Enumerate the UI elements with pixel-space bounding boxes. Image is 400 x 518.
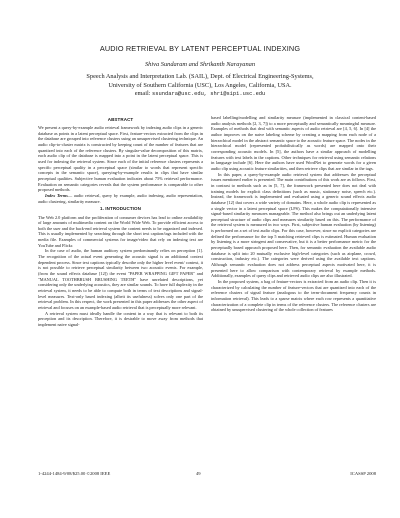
abstract-text: We present a query-by-example audio retrieval framework by indexing audio clips in a generic database as points in a latent perceptual space. First, feature-vectors extracted from the clips in the database are grouped into reference clusters using an unsupervised clustering technique. An audio clip-to-cluster matrix is constructed by keeping count of the number of features that are quantized into each of the reference clusters. By singular-value decomposition of this matrix, each audio clip of the database is mapped into a point in the latent perceptual space. This is used for indexing the retrieval system. Since each of the initial reference clusters represents a specific perceptual quality in a perceptual space (similar to words that represent specific concepts in the semantic space), querying-by-example results in clips that have similar perceptual qualities. Subjective human evaluation indicates about 75% retrieval performance. Evaluation on semantic categories reveals that the system performance is comparable to other proposed methods.	[38, 125, 203, 193]
affiliation-line-1: Speech Analysis and Interpretation Lab. (SAIL), Dept. of Electrical Engineering-Systems,	[86, 73, 314, 80]
affiliation-block	[0, 73, 400, 99]
footer-copyright: 1-4244-1484-9/08/$25.00 ©2008 IEEE	[38, 471, 111, 476]
intro-paragraph-1: The Web 2.0 platform and the proliferation of consumer devices has lead to online availability of large amounts of multimedia content on the World Wide Web. To provide efficient access to both the user and the back-end retrieval system the content needs to be organized and indexed. This is usually implemented by searching through the short text caption/tags included with the media file. Examples of commercial systems for image/video that rely on indexing text are YouTube and Flickr.	[38, 214, 203, 248]
introduction-heading: 1. INTRODUCTION	[99, 206, 141, 212]
right-paragraph-3: In the proposed system, a bag of feature-vectors is extracted from an audio clip. Then it is characterized by calculating the number of feature-vectors that are quantized into each of the reference clusters of signal feature (analogous to the term-document frequency counts in information retrieval). This leads to a sparse matrix where each row represents a quantitative characterization of a complete clip in terms of the reference clusters. The reference clusters are obtained by unsupervised clustering of the whole collection of features	[211, 279, 376, 313]
footer-page-number: 49	[196, 471, 201, 476]
affiliation-line-2: University of Southern California (USC), Los Angeles, California, USA.	[108, 81, 292, 89]
paper-title: AUDIO RETRIEVAL BY LATENT PERCEPTUAL INDEXING	[99, 44, 301, 53]
left-column	[38, 115, 203, 328]
index-terms-label: Index Terms	[45, 193, 68, 199]
paper-authors: Shiva Sundaram and Shrikanth Narayanan	[144, 61, 256, 68]
email-addresses: ssundara@usc.edu, shri@sipi.usc.edu	[152, 91, 266, 98]
abstract-heading: ABSTRACT	[107, 117, 134, 122]
right-paragraph-1: based labelling/modelling and similarity measure (implemented in classical content-based audio analysis methods [2, 3, 7]) to a more perceptually and semantically meaningful measure. Examples of methods that deal with semantic aspects of audio retrieval are [4, 5, 6]. In [4] the author improves on the naive labeling scheme by creating a mapping from each node of a hierarchical model in the abstract semantic space to the acoustic feature space. The nodes in the hierarchical model (represented probabilistically as words) are mapped onto their corresponding acoustic models. In [5], the authors have a similar approach of modelling features with text labels in the captions. Other techniques for retrieval using semantic relations in language include [6]. Here the authors have used WordNet to generate words for a given audio clip using acoustic feature similarities, and then retrieve clips that are similar in the tags.	[211, 115, 376, 171]
index-terms	[38, 193, 203, 204]
intro-paragraph-2: In the case of audio, the human auditory system predominantly relies on perception [1]. The recognition of the actual event generating the acoustic signal is an additional context dependent process. Since text captions typically describe only the higher level event/ context, it is not possible to retrieve perceptual similarity between two acoustic events. For example, (from the sound effects database [12]) the event "PAPER WRAPPING GIFT PAPER" and "MANUAL TOOTHBRUSH BRUSHING TEETH" have unrelated descriptions, yet considering only the underlying acoustics, they are similar sounds. To have full duplexity in the retrieval system, it needs to be able to compute both in terms of text descriptions and signal-level measures. Text-only based indexing (albeit its usefulness) solves only one part of the retrieval problem. In this respect, the work presented in this paper addresses the other aspect of retrieval and focuses on an example-based audio retrieval that is perceptually more relevant.	[38, 248, 203, 310]
footer-conference: ICASSP 2008	[350, 471, 376, 476]
email-line	[0, 90, 400, 99]
right-column	[211, 115, 376, 313]
email-label: email:	[134, 90, 151, 98]
right-paragraph-2: In this paper, a query-by-example audio retrieval system that addresses the perceptual issues mentioned earlier is presented. The main contributions of this work are as follows. First, in contrast to methods such as in [5, 7], the framework presented here does not deal with training models for explicit class definitions (such as music, stationary noise, speech etc.). Instead, the framework is implemented and evaluated using a generic sound effects audio database [12] that covers a wide variety of domains. Here, a whole audio clip is represented as a single vector in a latent perceptual space (LPS). This makes the computationally intensive signal-based similarity measures manageable. The method also brings out an underlying latent perceptual structure of audio clips and measures similarity based on this. The performance of the retrieval system is measured in two ways. First, subjective human evaluation (by listening) is performed on a set of test audio clips. For this case, however, since no explicit categories are defined the performance for the top 5 matching retrieved clips is estimated. Human evaluation by listening is a more stringent and conservative, but it is a better performance metric for the perceptually based approach proposed here. Then, for semantic evaluation the available audio database is split into 20 mutually exclusive high-level categories (such as airplane, crowd, construction, industry etc.). The categories were derived using the available text captions. Although semantic evaluation does not address perceptual aspects motivated here, it is presented here to allow comparison with contemporary retrieval by example methods. Additionally, examples of query clips and retrieved audio clips are also illustrated.	[211, 171, 376, 279]
index-terms-text: — audio retrieval, query by example, audio indexing, audio representation, audio clustering, similarity measure.	[38, 193, 203, 204]
intro-paragraph-3: A retrieval system must ideally handle the content in a way that is relevant to both its perception and its description. Therefore, it is desirable to move away from methods that implement naive signal-	[38, 310, 203, 327]
